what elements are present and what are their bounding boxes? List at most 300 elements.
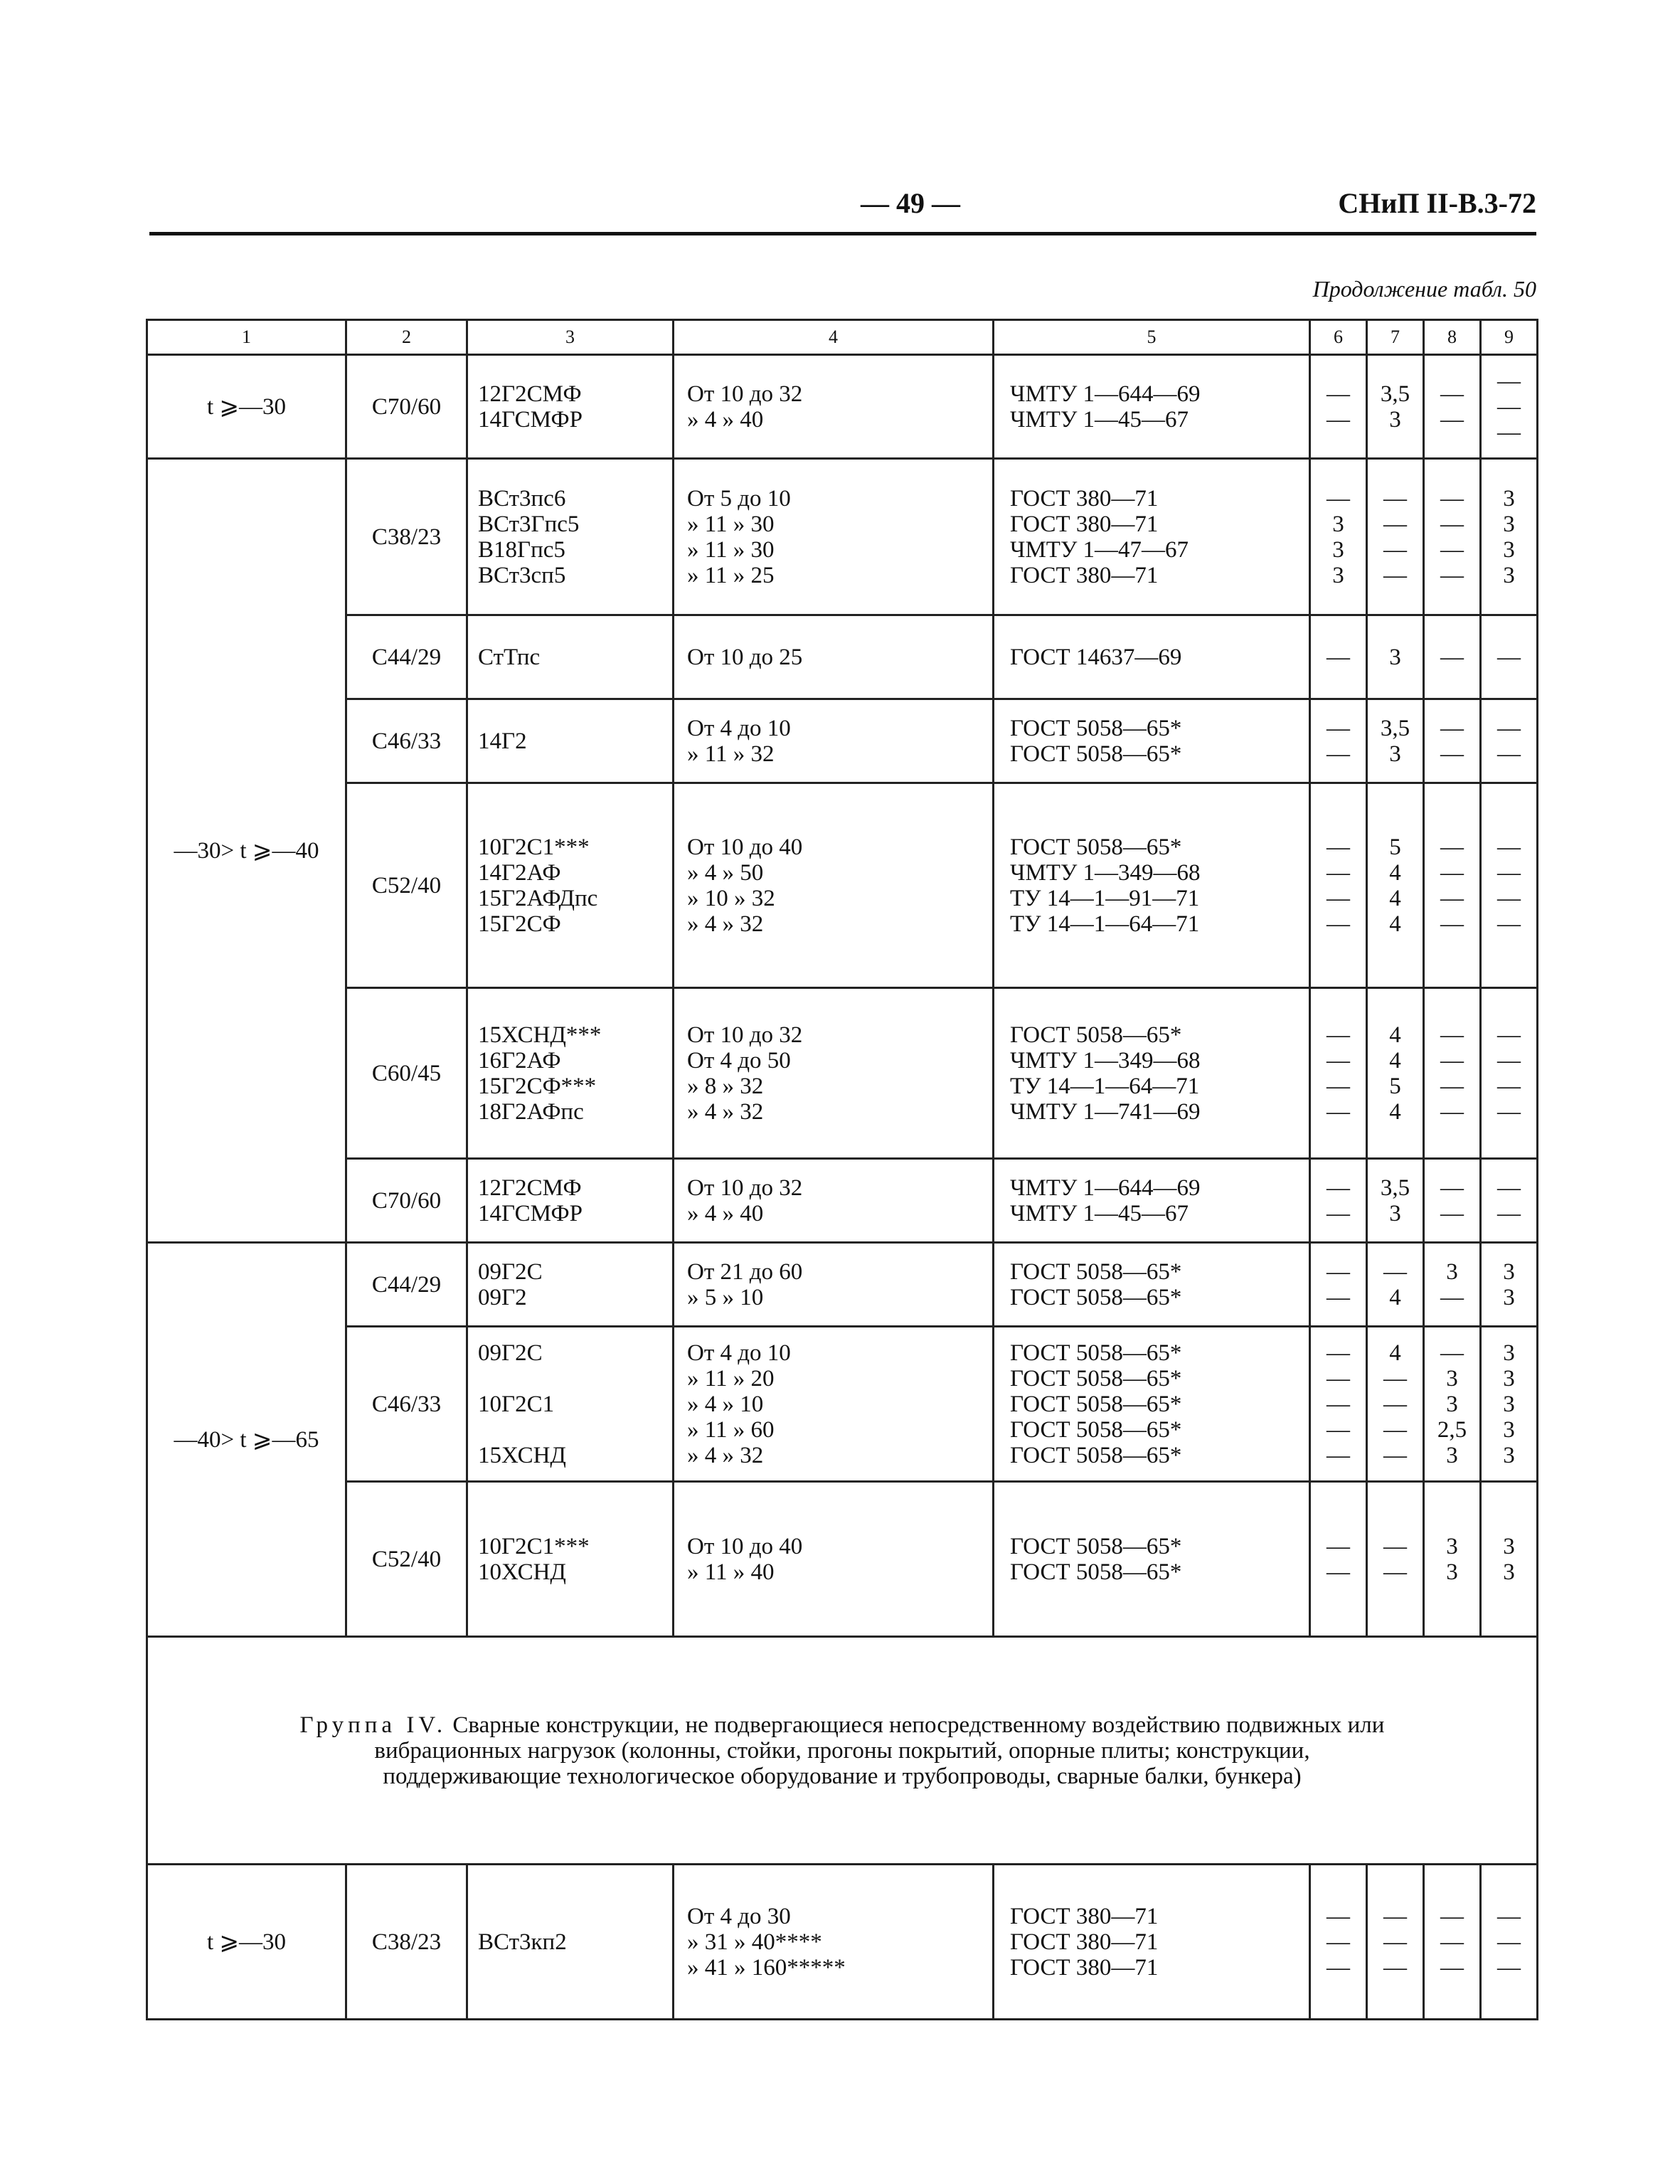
value-cell-c8	[1424, 1327, 1481, 1482]
value: —	[1383, 1533, 1407, 1559]
standard-ref: ГОСТ 5058—65*	[1010, 1022, 1182, 1048]
value: —	[1440, 885, 1464, 911]
value: —	[1440, 562, 1464, 588]
value: —	[1497, 644, 1521, 670]
table-row	[147, 1482, 1538, 1637]
table-row	[147, 459, 1538, 615]
thickness-range: От 10 до 25	[687, 644, 803, 670]
value: —	[1497, 1175, 1521, 1201]
value-cell-c9	[1481, 783, 1538, 988]
standard-ref: ГОСТ 5058—65*	[1010, 1533, 1182, 1559]
value: —	[1440, 1929, 1464, 1955]
value-cell-c9	[1481, 1243, 1538, 1327]
value: 3	[1446, 1365, 1458, 1391]
value: 3	[1389, 644, 1401, 670]
value: —	[1383, 1954, 1407, 1981]
value-cell-c9	[1481, 988, 1538, 1159]
standard-ref: ГОСТ 5058—65*	[1010, 741, 1182, 767]
thickness-range: » 11 » 30	[687, 511, 775, 537]
col-header: 4	[674, 320, 994, 355]
thickness-range: » 11 » 32	[687, 741, 775, 767]
value-cell-c6	[1310, 988, 1367, 1159]
value: 4	[1389, 1098, 1401, 1125]
value: —	[1440, 741, 1464, 767]
value: —	[1440, 1954, 1464, 1981]
temperature-range: t ⩾—30	[147, 1865, 346, 2020]
value: 3	[1503, 1258, 1515, 1285]
value: —	[1440, 1047, 1464, 1074]
standard-ref: ТУ 14—1—64—71	[1010, 1073, 1200, 1099]
steel-grade-cell	[467, 699, 674, 783]
value: 3	[1503, 1442, 1515, 1468]
value: 3,5	[1380, 381, 1410, 407]
standard-ref: ГОСТ 380—71	[1010, 1929, 1159, 1955]
steel-table	[146, 319, 1538, 2020]
group-note-row	[147, 1637, 1538, 1865]
value: —	[1440, 715, 1464, 741]
thickness-cell	[674, 615, 994, 699]
standard-ref: ЧМТУ 1—45—67	[1010, 1200, 1189, 1226]
steel-grade: ВСт3пс6	[478, 485, 566, 511]
strength-class: С52/40	[346, 1482, 467, 1637]
value: 3	[1503, 536, 1515, 563]
value: —	[1383, 1258, 1407, 1285]
standard-ref: ГОСТ 380—71	[1010, 1954, 1159, 1981]
value: 4	[1389, 1047, 1401, 1074]
value: —	[1327, 1903, 1350, 1929]
thickness-cell	[674, 1482, 994, 1637]
steel-grade-cell	[467, 1243, 674, 1327]
value: —	[1440, 485, 1464, 511]
standard-cell	[994, 988, 1310, 1159]
value: —	[1327, 1416, 1350, 1443]
steel-grade-cell	[467, 783, 674, 988]
table-row	[147, 1865, 1538, 2020]
value: 3	[1503, 1284, 1515, 1310]
value: —	[1497, 1022, 1521, 1048]
value: 3	[1332, 511, 1344, 537]
group-note	[147, 1637, 1538, 1865]
value: 4	[1389, 859, 1401, 886]
col-header: 3	[467, 320, 674, 355]
value-cell-c6	[1310, 699, 1367, 783]
value: —	[1327, 1200, 1350, 1226]
value-cell-c6	[1310, 459, 1367, 615]
value: —	[1327, 1073, 1350, 1099]
standard-ref: ТУ 14—1—91—71	[1010, 885, 1200, 911]
standard-ref: ГОСТ 5058—65*	[1010, 834, 1182, 860]
page-number: — 49 —	[861, 187, 960, 219]
value: —	[1440, 1903, 1464, 1929]
thickness-cell	[674, 783, 994, 988]
steel-grade	[478, 1366, 666, 1391]
value-cell-c6	[1310, 615, 1367, 699]
value-cell-c7	[1367, 355, 1424, 459]
steel-grade-cell	[467, 1865, 674, 2020]
col-header: 5	[994, 320, 1310, 355]
value-cell-c9	[1481, 355, 1538, 459]
strength-class: С70/60	[346, 1159, 467, 1243]
value-cell-c8	[1424, 1482, 1481, 1637]
value-cell-c9	[1481, 615, 1538, 699]
steel-grade: 09Г2С	[478, 1258, 543, 1285]
table-row	[147, 988, 1538, 1159]
value: —	[1327, 1340, 1350, 1366]
steel-grade: 12Г2СМФ	[478, 1175, 582, 1201]
thickness-range: От 4 до 30	[687, 1903, 791, 1929]
thickness-range: От 4 до 10	[687, 1340, 791, 1366]
value: —	[1327, 1047, 1350, 1074]
value: —	[1440, 644, 1464, 670]
steel-grade: 14ГСМФР	[478, 406, 583, 433]
thickness-cell	[674, 1159, 994, 1243]
thickness-range: » 11 » 20	[687, 1365, 775, 1391]
value: 3	[1503, 511, 1515, 537]
standard-ref: ГОСТ 5058—65*	[1010, 1365, 1182, 1391]
value-cell-c9	[1481, 1159, 1538, 1243]
steel-grade: ВСт3Гпс5	[478, 511, 580, 537]
value: —	[1440, 834, 1464, 860]
steel-grade	[478, 1417, 666, 1443]
value-cell-c8	[1424, 699, 1481, 783]
value: —	[1327, 911, 1350, 937]
thickness-range: » 11 » 40	[687, 1559, 775, 1585]
standard-ref: ГОСТ 5058—65*	[1010, 1258, 1182, 1285]
thickness-range: От 21 до 60	[687, 1258, 803, 1285]
group-description: Сварные конструкции, не подвергающиеся непосредственному воздействию подвижных или вибрационных нагрузок (колонны, стойки, прогоны покрытий, опорные плиты; конструкции, поддерживающие технологическое оборудование и трубопроводы, сварные балки, бункера)	[374, 1712, 1385, 1789]
strength-class: С38/23	[346, 459, 467, 615]
thickness-cell	[674, 1865, 994, 2020]
value: —	[1497, 834, 1521, 860]
standard-cell	[994, 1159, 1310, 1243]
value: —	[1327, 1284, 1350, 1310]
value-cell-c7	[1367, 1482, 1424, 1637]
table-row	[147, 1327, 1538, 1482]
value-cell-c6	[1310, 355, 1367, 459]
standard-ref: ГОСТ 5058—65*	[1010, 715, 1182, 741]
standard-cell	[994, 459, 1310, 615]
value: 5	[1389, 834, 1401, 860]
standard-ref: ГОСТ 380—71	[1010, 1903, 1159, 1929]
value: 3,5	[1380, 715, 1410, 741]
steel-grade: 14ГСМФР	[478, 1200, 583, 1226]
value: —	[1327, 859, 1350, 886]
value: —	[1383, 1559, 1407, 1585]
thickness-range: От 4 до 50	[687, 1047, 791, 1074]
value: 3,5	[1380, 1175, 1410, 1201]
value: —	[1497, 1929, 1521, 1955]
steel-grade: ВСт3кп2	[478, 1929, 567, 1955]
standard-ref: ЧМТУ 1—644—69	[1010, 1175, 1201, 1201]
value: —	[1327, 1929, 1350, 1955]
standard-ref: ЧМТУ 1—349—68	[1010, 859, 1201, 886]
table-row	[147, 783, 1538, 988]
value: —	[1327, 1391, 1350, 1417]
value: —	[1497, 1200, 1521, 1226]
steel-grade: 12Г2СМФ	[478, 381, 582, 407]
strength-class: С38/23	[346, 1865, 467, 2020]
value: 3	[1332, 562, 1344, 588]
col-header: 6	[1310, 320, 1367, 355]
value: —	[1497, 741, 1521, 767]
value: 3	[1503, 1391, 1515, 1417]
value: —	[1383, 1903, 1407, 1929]
table-row	[147, 355, 1538, 459]
steel-grade: 10Г2С1	[478, 1391, 555, 1417]
value: —	[1327, 1098, 1350, 1125]
continuation-label: Продолжение табл. 50	[1312, 276, 1536, 302]
standard-cell	[994, 1482, 1310, 1637]
thickness-cell	[674, 355, 994, 459]
value: —	[1327, 381, 1350, 407]
thickness-range: » 5 » 10	[687, 1284, 764, 1310]
value: —	[1383, 485, 1407, 511]
value-cell-c7	[1367, 988, 1424, 1159]
value: —	[1327, 885, 1350, 911]
thickness-cell	[674, 988, 994, 1159]
value-cell-c6	[1310, 783, 1367, 988]
value: —	[1327, 1258, 1350, 1285]
value: —	[1497, 393, 1521, 420]
standard-ref: ГОСТ 5058—65*	[1010, 1442, 1182, 1468]
value: —	[1497, 1954, 1521, 1981]
value-cell-c7	[1367, 459, 1424, 615]
steel-grade-cell	[467, 1159, 674, 1243]
standard-ref: ГОСТ 380—71	[1010, 562, 1159, 588]
value-cell-c7	[1367, 783, 1424, 988]
temperature-range: —30> t ⩾—40	[147, 459, 346, 1243]
standard-ref: ГОСТ 5058—65*	[1010, 1340, 1182, 1366]
steel-grade-cell	[467, 459, 674, 615]
value: 3	[1503, 1365, 1515, 1391]
value-cell-c8	[1424, 1865, 1481, 2020]
thickness-range: » 11 » 25	[687, 562, 775, 588]
value-cell-c7	[1367, 699, 1424, 783]
value: —	[1327, 1954, 1350, 1981]
value: 3	[1446, 1559, 1458, 1585]
col-header: 7	[1367, 320, 1424, 355]
value: —	[1327, 1559, 1350, 1585]
value: —	[1440, 1340, 1464, 1366]
thickness-cell	[674, 1327, 994, 1482]
steel-grade: 09Г2	[478, 1284, 527, 1310]
value: —	[1440, 381, 1464, 407]
standard-cell	[994, 355, 1310, 459]
col-header: 9	[1481, 320, 1538, 355]
thickness-range: От 10 до 40	[687, 1533, 803, 1559]
steel-grade: ВСт3сп5	[478, 562, 566, 588]
value: 3	[1389, 1200, 1401, 1226]
value: —	[1497, 885, 1521, 911]
value: —	[1440, 1175, 1464, 1201]
value-cell-c6	[1310, 1482, 1367, 1637]
value: 5	[1389, 1073, 1401, 1099]
value: —	[1440, 536, 1464, 563]
standard-cell	[994, 1865, 1310, 2020]
standard-ref: ГОСТ 14637—69	[1010, 644, 1182, 670]
group-label: Группа IV.	[299, 1712, 447, 1738]
steel-grade-cell	[467, 355, 674, 459]
value: 3	[1446, 1533, 1458, 1559]
value: 3	[1446, 1258, 1458, 1285]
temperature-range: t ⩾—30	[147, 355, 346, 459]
strength-class: С44/29	[346, 615, 467, 699]
steel-grade: 18Г2АФпс	[478, 1098, 584, 1125]
standard-ref: ЧМТУ 1—349—68	[1010, 1047, 1201, 1074]
standard-ref: ГОСТ 5058—65*	[1010, 1284, 1182, 1310]
value: —	[1440, 511, 1464, 537]
thickness-cell	[674, 459, 994, 615]
standard-ref: ГОСТ 380—71	[1010, 485, 1159, 511]
value: —	[1383, 1442, 1407, 1468]
table-row	[147, 699, 1538, 783]
standard-cell	[994, 783, 1310, 988]
value: —	[1327, 741, 1350, 767]
steel-grade: 10ХСНД	[478, 1559, 566, 1585]
value: —	[1383, 536, 1407, 563]
table-row	[147, 1159, 1538, 1243]
value: —	[1383, 1929, 1407, 1955]
thickness-range: » 4 » 40	[687, 406, 764, 433]
steel-grade: 15ХСНД	[478, 1442, 566, 1468]
thickness-range: » 4 » 32	[687, 1442, 764, 1468]
value: —	[1497, 911, 1521, 937]
thickness-range: От 5 до 10	[687, 485, 791, 511]
standard-ref: ГОСТ 5058—65*	[1010, 1391, 1182, 1417]
standard-ref: ГОСТ 5058—65*	[1010, 1559, 1182, 1585]
value: —	[1327, 715, 1350, 741]
value: —	[1440, 1073, 1464, 1099]
value: —	[1440, 1200, 1464, 1226]
table-row	[147, 615, 1538, 699]
thickness-range: От 10 до 32	[687, 1175, 803, 1201]
value: 4	[1389, 1340, 1401, 1366]
value: 3	[1503, 1559, 1515, 1585]
value: —	[1383, 1391, 1407, 1417]
value: 4	[1389, 1022, 1401, 1048]
value: 3	[1446, 1442, 1458, 1468]
value: 3	[1446, 1391, 1458, 1417]
thickness-range: » 4 » 10	[687, 1391, 764, 1417]
steel-grade: 10Г2С1***	[478, 834, 590, 860]
steel-grade: 15Г2СФ	[478, 911, 561, 937]
value: —	[1327, 1175, 1350, 1201]
value-cell-c8	[1424, 615, 1481, 699]
value-cell-c8	[1424, 459, 1481, 615]
steel-grade: 14Г2АФ	[478, 859, 561, 886]
col-header: 2	[346, 320, 467, 355]
value-cell-c8	[1424, 783, 1481, 988]
value: —	[1497, 1903, 1521, 1929]
standard-ref: ЧМТУ 1—644—69	[1010, 381, 1201, 407]
value: —	[1383, 1416, 1407, 1443]
col-header: 8	[1424, 320, 1481, 355]
value: —	[1327, 834, 1350, 860]
header-rule	[149, 232, 1536, 235]
value: 3	[1503, 1533, 1515, 1559]
value: —	[1327, 485, 1350, 511]
document-code: СНиП II-В.3-72	[1338, 187, 1536, 219]
thickness-range: » 11 » 60	[687, 1416, 775, 1443]
strength-class: С60/45	[346, 988, 467, 1159]
column-number-row	[147, 320, 1538, 355]
table-row	[147, 1243, 1538, 1327]
value: —	[1327, 1022, 1350, 1048]
value-cell-c7	[1367, 1243, 1424, 1327]
steel-grade: СтТпс	[478, 644, 541, 670]
steel-grade: 10Г2С1***	[478, 1533, 590, 1559]
standard-ref: ГОСТ 380—71	[1010, 511, 1159, 537]
value-cell-c9	[1481, 1865, 1538, 2020]
value: —	[1327, 1365, 1350, 1391]
value: 3	[1503, 562, 1515, 588]
thickness-range: » 41 » 160*****	[687, 1954, 846, 1981]
thickness-range: » 10 » 32	[687, 885, 775, 911]
strength-class: С70/60	[346, 355, 467, 459]
standard-ref: ТУ 14—1—64—71	[1010, 911, 1200, 937]
value-cell-c7	[1367, 615, 1424, 699]
steel-grade: В18Гпс5	[478, 536, 565, 563]
steel-grade-cell	[467, 988, 674, 1159]
value-cell-c8	[1424, 1243, 1481, 1327]
value: —	[1327, 406, 1350, 433]
value: —	[1497, 1098, 1521, 1125]
thickness-cell	[674, 699, 994, 783]
col-header: 1	[147, 320, 346, 355]
value: —	[1497, 715, 1521, 741]
standard-cell	[994, 699, 1310, 783]
value: —	[1440, 406, 1464, 433]
standard-cell	[994, 615, 1310, 699]
value: —	[1497, 1047, 1521, 1074]
thickness-range: От 4 до 10	[687, 715, 791, 741]
value: 4	[1389, 911, 1401, 937]
standard-ref: ГОСТ 5058—65*	[1010, 1416, 1182, 1443]
value: —	[1383, 562, 1407, 588]
value-cell-c7	[1367, 1327, 1424, 1482]
steel-grade: 15ХСНД***	[478, 1022, 602, 1048]
steel-grade-cell	[467, 1482, 674, 1637]
thickness-range: От 10 до 32	[687, 381, 803, 407]
value: —	[1383, 1365, 1407, 1391]
strength-class: С44/29	[346, 1243, 467, 1327]
thickness-range: » 4 » 32	[687, 1098, 764, 1125]
steel-grade-cell	[467, 615, 674, 699]
standard-ref: ЧМТУ 1—741—69	[1010, 1098, 1201, 1125]
value: 3	[1389, 406, 1401, 433]
thickness-range: » 11 » 30	[687, 536, 775, 563]
value: —	[1497, 368, 1521, 394]
thickness-cell	[674, 1243, 994, 1327]
value: —	[1327, 1533, 1350, 1559]
steel-grade: 15Г2СФ***	[478, 1073, 597, 1099]
value-cell-c7	[1367, 1865, 1424, 2020]
value: —	[1497, 859, 1521, 886]
value-cell-c6	[1310, 1865, 1367, 2020]
steel-grade: 09Г2С	[478, 1340, 543, 1366]
page-header	[149, 186, 1536, 236]
value-cell-c6	[1310, 1327, 1367, 1482]
value: 2,5	[1437, 1416, 1467, 1443]
value: —	[1440, 1022, 1464, 1048]
value-cell-c9	[1481, 699, 1538, 783]
standard-cell	[994, 1327, 1310, 1482]
value-cell-c9	[1481, 459, 1538, 615]
value: 3	[1503, 485, 1515, 511]
value: —	[1497, 419, 1521, 445]
strength-class: С46/33	[346, 1327, 467, 1482]
value-cell-c7	[1367, 1159, 1424, 1243]
